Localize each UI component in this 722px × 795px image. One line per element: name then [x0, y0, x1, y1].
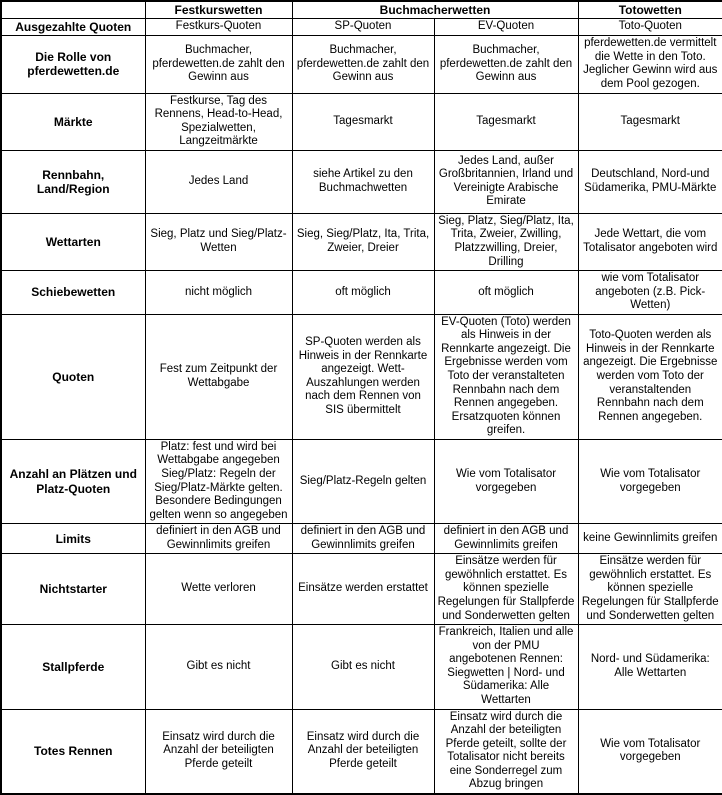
cell-toto: Wie vom Totalisator vorgegeben — [578, 439, 722, 523]
column-group-festkurswetten: Festkurswetten — [145, 1, 292, 19]
cell-ev: Jedes Land, außer Großbritannien, Irland und Vereinigte Arabische Emirate — [434, 150, 578, 213]
cell-toto: pferdewetten.de vermittelt die Wette in den Toto. Jeglicher Gewinn wird aus dem Pool gezogen. — [578, 36, 722, 93]
cell-ev: Tagesmarkt — [434, 93, 578, 150]
subheader-toto-quoten: Toto-Quoten — [578, 19, 722, 36]
column-group-totowetten: Totowetten — [578, 1, 722, 19]
cell-sp: Einsatz wird durch die Anzahl der beteiligten Pferde geteilt — [292, 709, 434, 794]
table-row — [1, 19, 722, 36]
cell-festkurs: Gibt es nicht — [145, 625, 292, 709]
row-header-nichtstarter: Nichtstarter — [1, 554, 145, 625]
cell-sp: Einsätze werden erstattet — [292, 554, 434, 625]
row-header-maerkte: Märkte — [1, 93, 145, 150]
table-row — [1, 36, 722, 93]
row-header-wettarten: Wettarten — [1, 213, 145, 270]
cell-toto: Tagesmarkt — [578, 93, 722, 150]
cell-festkurs: Wette verloren — [145, 554, 292, 625]
table-row — [1, 524, 722, 554]
row-header-anzahl-plaetzen: Anzahl an Plätzen und Platz-Quoten — [1, 439, 145, 523]
cell-sp: siehe Artikel zu den Buchmachwetten — [292, 150, 434, 213]
cell-toto: Deutschland, Nord-und Südamerika, PMU-Märkte — [578, 150, 722, 213]
cell-ev: EV-Quoten (Toto) werden als Hinweis in der Rennkarte angezeigt. Die Ergebnisse werden vom Toto der veranstalteten Rennbahn nach dem Rennen angegeben. Ersatzquoten können greifen. — [434, 314, 578, 439]
table-row — [1, 213, 722, 270]
cell-ev: Frankreich, Italien und alle von der PMU angebotenen Rennen: Siegwetten | Nord- und Südamerika: Alle Wettarten — [434, 625, 578, 709]
cell-festkurs: definiert in den AGB und Gewinnlimits greifen — [145, 524, 292, 554]
cell-ev: definiert in den AGB und Gewinnlimits greifen — [434, 524, 578, 554]
cell-ev: Einsätze werden für gewöhnlich erstattet. Es können spezielle Regelungen für Stallpferde und Sonderwetten gelten — [434, 554, 578, 625]
cell-toto: Jede Wettart, die vom Totalisator angeboten wird — [578, 213, 722, 270]
cell-ev: Einsatz wird durch die Anzahl der beteiligten Pferde geteilt, sollte der Totalisator nicht bereits eine Sonderregel zum Abzug bringen — [434, 709, 578, 794]
cell-toto: Wie vom Totalisator vorgegeben — [578, 709, 722, 794]
cell-toto: Toto-Quoten werden als Hinweis in der Rennkarte angezeigt. Die Ergebnisse werden vom Toto der veranstaltenden Rennbahn nach dem Rennen angegeben. — [578, 314, 722, 439]
cell-festkurs: nicht möglich — [145, 271, 292, 315]
cell-sp: SP-Quoten werden als Hinweis in der Rennkarte angezeigt. Wett-Auszahlungen werden nach dem Rennen von SIS übermittelt — [292, 314, 434, 439]
cell-toto: wie vom Totalisator angeboten (z.B. Pick-Wetten) — [578, 271, 722, 315]
cell-ev: Buchmacher, pferdewetten.de zahlt den Gewinn aus — [434, 36, 578, 93]
table-row — [1, 93, 722, 150]
table-row — [1, 554, 722, 625]
row-header-rolle: Die Rolle von pferdewetten.de — [1, 36, 145, 93]
cell-sp: Buchmacher, pferdewetten.de zahlt den Gewinn aus — [292, 36, 434, 93]
cell-toto: Einsätze werden für gewöhnlich erstattet. Es können spezielle Regelungen für Stallpferde und Sonderwetten gelten — [578, 554, 722, 625]
subheader-sp-quoten: SP-Quoten — [292, 19, 434, 36]
table-row — [1, 709, 722, 794]
row-header-stallpferde: Stallpferde — [1, 625, 145, 709]
cell-ev: Wie vom Totalisator vorgegeben — [434, 439, 578, 523]
cell-toto: keine Gewinnlimits greifen — [578, 524, 722, 554]
cell-toto: Nord- und Südamerika: Alle Wettarten — [578, 625, 722, 709]
row-header-limits: Limits — [1, 524, 145, 554]
cell-festkurs: Sieg, Platz und Sieg/Platz-Wetten — [145, 213, 292, 270]
cell-sp: Tagesmarkt — [292, 93, 434, 150]
cell-festkurs: Festkurse, Tag des Rennens, Head-to-Head, Spezialwetten, Langzeitmärkte — [145, 93, 292, 150]
cell-festkurs: Buchmacher, pferdewetten.de zahlt den Gewinn aus — [145, 36, 292, 93]
cell-sp: Sieg/Platz-Regeln gelten — [292, 439, 434, 523]
column-group-buchmacherwetten: Buchmacherwetten — [292, 1, 578, 19]
cell-ev: Sieg, Platz, Sieg/Platz, Ita, Trita, Zweier, Zwilling, Platzzwilling, Dreier, Drilling — [434, 213, 578, 270]
table-row — [1, 1, 722, 19]
row-header-totes-rennen: Totes Rennen — [1, 709, 145, 794]
cell-sp: definiert in den AGB und Gewinnlimits greifen — [292, 524, 434, 554]
row-header-quoten: Quoten — [1, 314, 145, 439]
table-row — [1, 150, 722, 213]
cell-festkurs: Fest zum Zeitpunkt der Wettabgabe — [145, 314, 292, 439]
cell-festkurs: Platz: fest und wird bei Wettabgabe angegeben Sieg/Platz: Regeln der Sieg/Platz-Märkte gelten. Besondere Bedingungen gelten wenn so angegeben — [145, 439, 292, 523]
table-row — [1, 625, 722, 709]
cell-sp: Sieg, Sieg/Platz, Ita, Trita, Zweier, Dreier — [292, 213, 434, 270]
table-row — [1, 439, 722, 523]
cell-sp: Gibt es nicht — [292, 625, 434, 709]
row-header-schiebewetten: Schiebewetten — [1, 271, 145, 315]
table-row — [1, 314, 722, 439]
cell-ev: oft möglich — [434, 271, 578, 315]
table-row — [1, 271, 722, 315]
row-header-rennbahn: Rennbahn, Land/Region — [1, 150, 145, 213]
corner-cell — [1, 1, 145, 19]
subheader-ev-quoten: EV-Quoten — [434, 19, 578, 36]
cell-sp: oft möglich — [292, 271, 434, 315]
subheader-label: Ausgezahlte Quoten — [1, 19, 145, 36]
subheader-festkurs-quoten: Festkurs-Quoten — [145, 19, 292, 36]
cell-festkurs: Jedes Land — [145, 150, 292, 213]
cell-festkurs: Einsatz wird durch die Anzahl der beteiligten Pferde geteilt — [145, 709, 292, 794]
